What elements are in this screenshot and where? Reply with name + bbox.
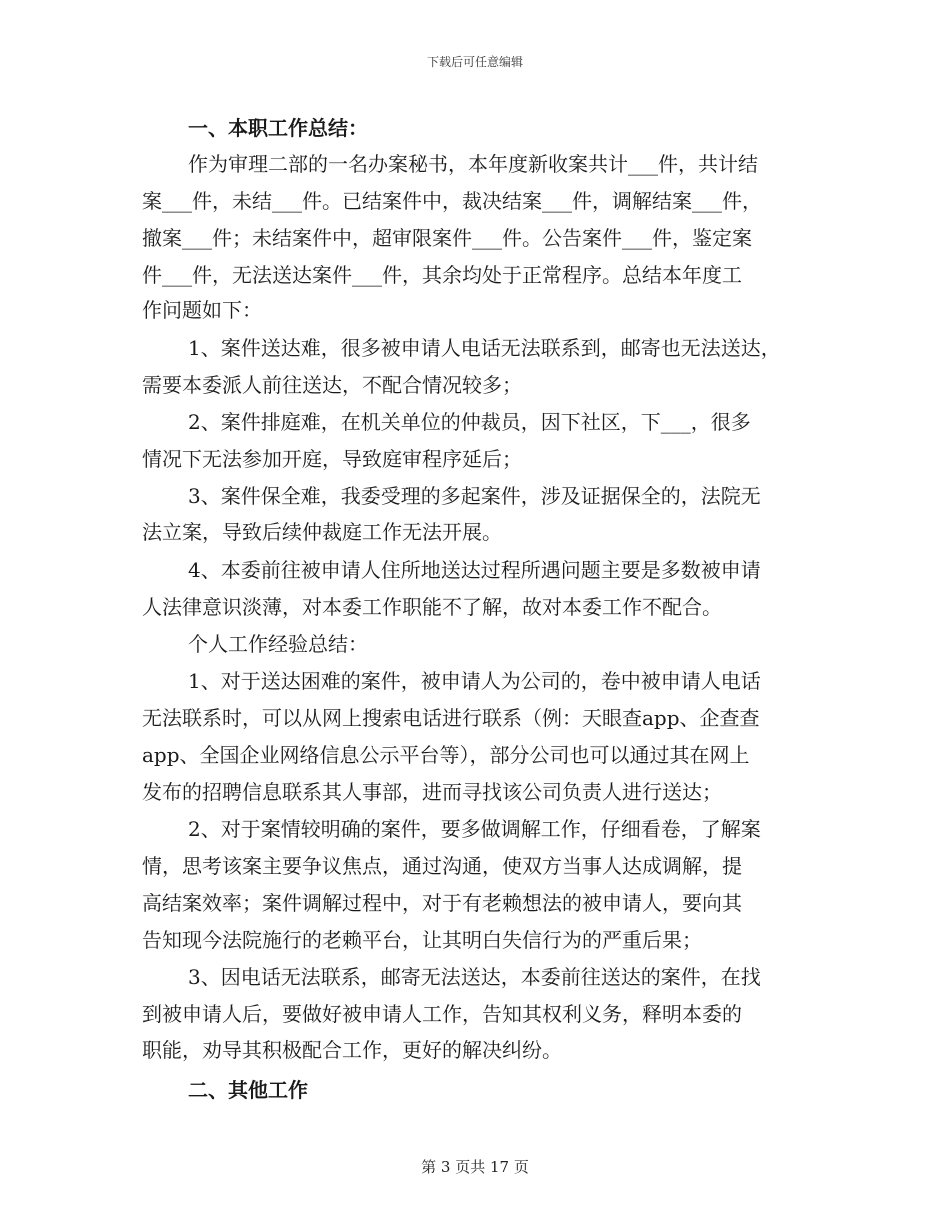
text-line: 1、对于送达困难的案件，被申请人为公司的，卷中被申请人电话 [188, 669, 761, 693]
page-footer: 第 3 页共 17 页 [421, 1158, 529, 1176]
text-line: 作为审理二部的一名办案秘书，本年度新收案共计___件，共计结 [188, 152, 758, 176]
text-line: 需要本委派人前往送达，不配合情况较多； [142, 373, 522, 397]
text-line: 情，思考该案主要争议焦点，通过沟通，使双方当事人达成调解，提 [142, 854, 742, 878]
text-line: 作问题如下： [142, 298, 262, 322]
text-line: 4、本委前往被申请人住所地送达过程所遇问题主要是多数被申请 [188, 558, 761, 582]
text-line: 高结案效率；案件调解过程中，对于有老赖想法的被申请人，要向其 [142, 891, 742, 915]
text-line: 法立案，导致后续仲裁庭工作无法开展。 [142, 520, 502, 544]
text-line: 撤案___件；未结案件中，超审限案件___件。公告案件___件，鉴定案 [142, 226, 752, 250]
text-line: 3、因电话无法联系，邮寄无法送达，本委前往送达的案件，在找 [188, 965, 761, 989]
text-line: 1、案件送达难，很多被申请人电话无法联系到，邮寄也无法送达， [188, 336, 781, 360]
text-line: 3、案件保全难，我委受理的多起案件，涉及证据保全的，法院无 [188, 484, 761, 508]
text-line: 人法律意识淡薄，对本委工作职能不了解，故对本委工作不配合。 [142, 595, 722, 619]
subsection-heading: 个人工作经验总结： [188, 632, 368, 656]
text-line: 2、案件排庭难，在机关单位的仲裁员，因下社区，下___，很多 [188, 410, 751, 434]
page-header: 下载后可任意编辑 [426, 55, 523, 69]
text-line: 无法联系时，可以从网上搜索电话进行联系（例：天眼查app、企查查 [142, 706, 760, 730]
text-line: 到被申请人后，要做好被申请人工作，告知其权利义务，释明本委的 [142, 1002, 742, 1026]
section-heading-2: 二、其他工作 [188, 1078, 308, 1102]
text-line: 案___件，未结___件。已结案件中，裁决结案___件，调解结案___件， [142, 189, 762, 213]
text-line: 发布的招聘信息联系其人事部，进而寻找该公司负责人进行送达； [142, 780, 722, 804]
text-line: app、全国企业网络信息公示平台等），部分公司也可以通过其在网上 [142, 743, 750, 767]
text-line: 2、对于案情较明确的案件，要多做调解工作，仔细看卷，了解案 [188, 817, 761, 841]
section-heading-1: 一、本职工作总结： [188, 116, 368, 140]
text-line: 情况下无法参加开庭，导致庭审程序延后； [142, 447, 522, 471]
text-line: 件___件，无法送达案件___件，其余均处于正常程序。总结本年度工 [142, 263, 742, 287]
text-line: 职能，劝导其积极配合工作，更好的解决纠纷。 [142, 1038, 562, 1062]
text-line: 告知现今法院施行的老赖平台，让其明白失信行为的严重后果； [142, 928, 702, 952]
